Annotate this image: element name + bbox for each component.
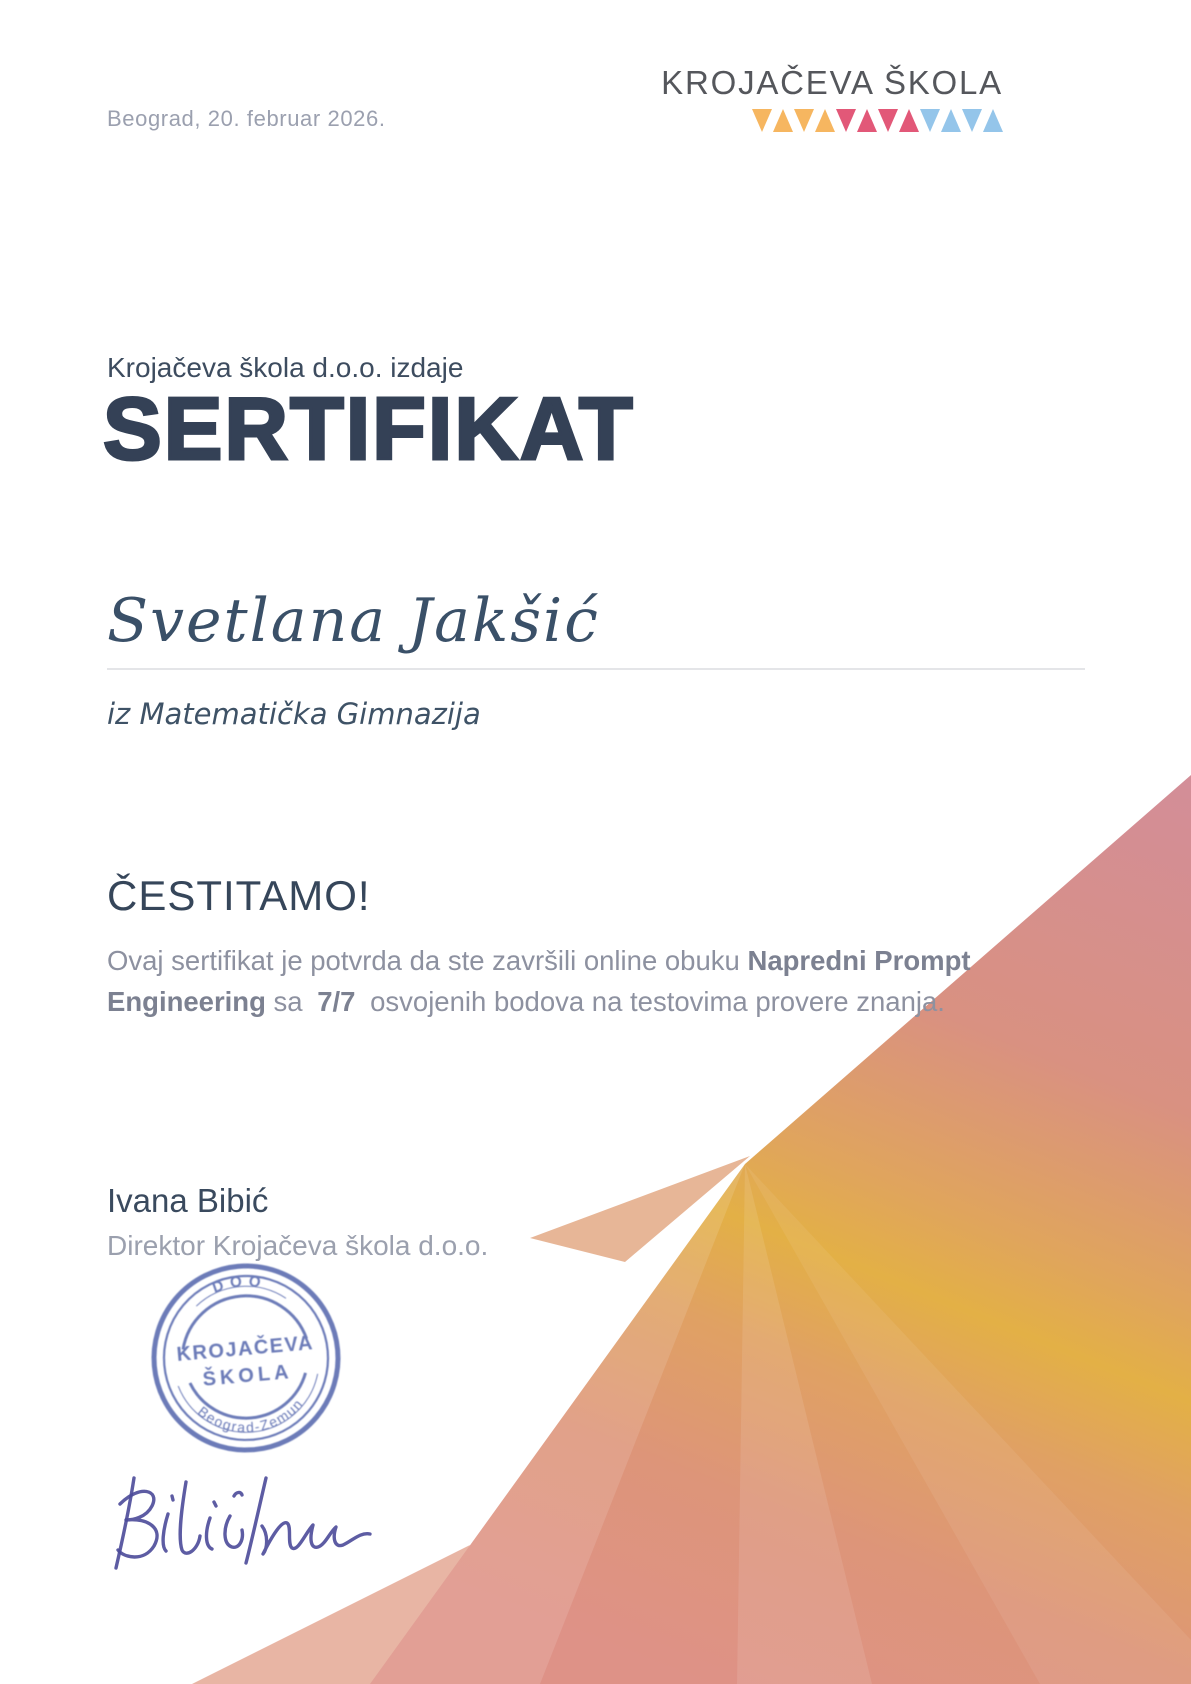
course-name: Napredni Prompt Engineering (107, 945, 971, 1017)
stamp-bottom-text: Beograd-Zemun (194, 1395, 307, 1436)
stamp-center-line2: ŠKOLA (201, 1361, 294, 1391)
body-part3: osvojenih bodova na testovima provere znanja. (362, 986, 945, 1017)
score-value: 7/7 (317, 986, 356, 1017)
logo-triangle (920, 109, 940, 132)
congrats-heading: ČESTITAMO! (107, 872, 371, 919)
signatory-name: Ivana Bibić (107, 1182, 269, 1219)
logo-triangle (878, 109, 898, 132)
company-stamp (138, 1250, 355, 1467)
logo-triangle (983, 109, 1003, 132)
issuer-line: Krojačeva škola d.o.o. izdaje (107, 352, 464, 383)
school-logo (661, 64, 1003, 132)
body-part1: Ovaj sertifikat je potvrda da ste završili online obuku (107, 945, 748, 976)
logo-triangle (794, 109, 814, 132)
logo-triangle (773, 109, 793, 132)
place-date: Beograd, 20. februar 2026. (107, 106, 386, 131)
logo-triangle (752, 109, 772, 132)
school-logo-name: KROJAČEVA ŠKOLA (661, 64, 1003, 101)
stamp-top-text: DOO (210, 1272, 268, 1297)
logo-triangle (941, 109, 961, 132)
director-signature (106, 1468, 376, 1578)
certificate-title: SERTIFIKAT (103, 379, 635, 478)
body-text (107, 940, 992, 1022)
stamp-center-line1: KROJAČEVA (175, 1332, 315, 1366)
body-part2: sa (265, 986, 311, 1017)
recipient-origin: iz Matematička Gimnazija (107, 697, 481, 731)
logo-triangle (962, 109, 982, 132)
logo-triangle (899, 109, 919, 132)
recipient-name: Svetlana Jakšić (107, 586, 600, 656)
logo-triangle (857, 109, 877, 132)
name-underline (107, 668, 1085, 670)
signatory-title: Direktor Krojačeva škola d.o.o. (107, 1230, 489, 1261)
logo-banner (661, 109, 1003, 132)
logo-triangle (836, 109, 856, 132)
logo-triangle (815, 109, 835, 132)
